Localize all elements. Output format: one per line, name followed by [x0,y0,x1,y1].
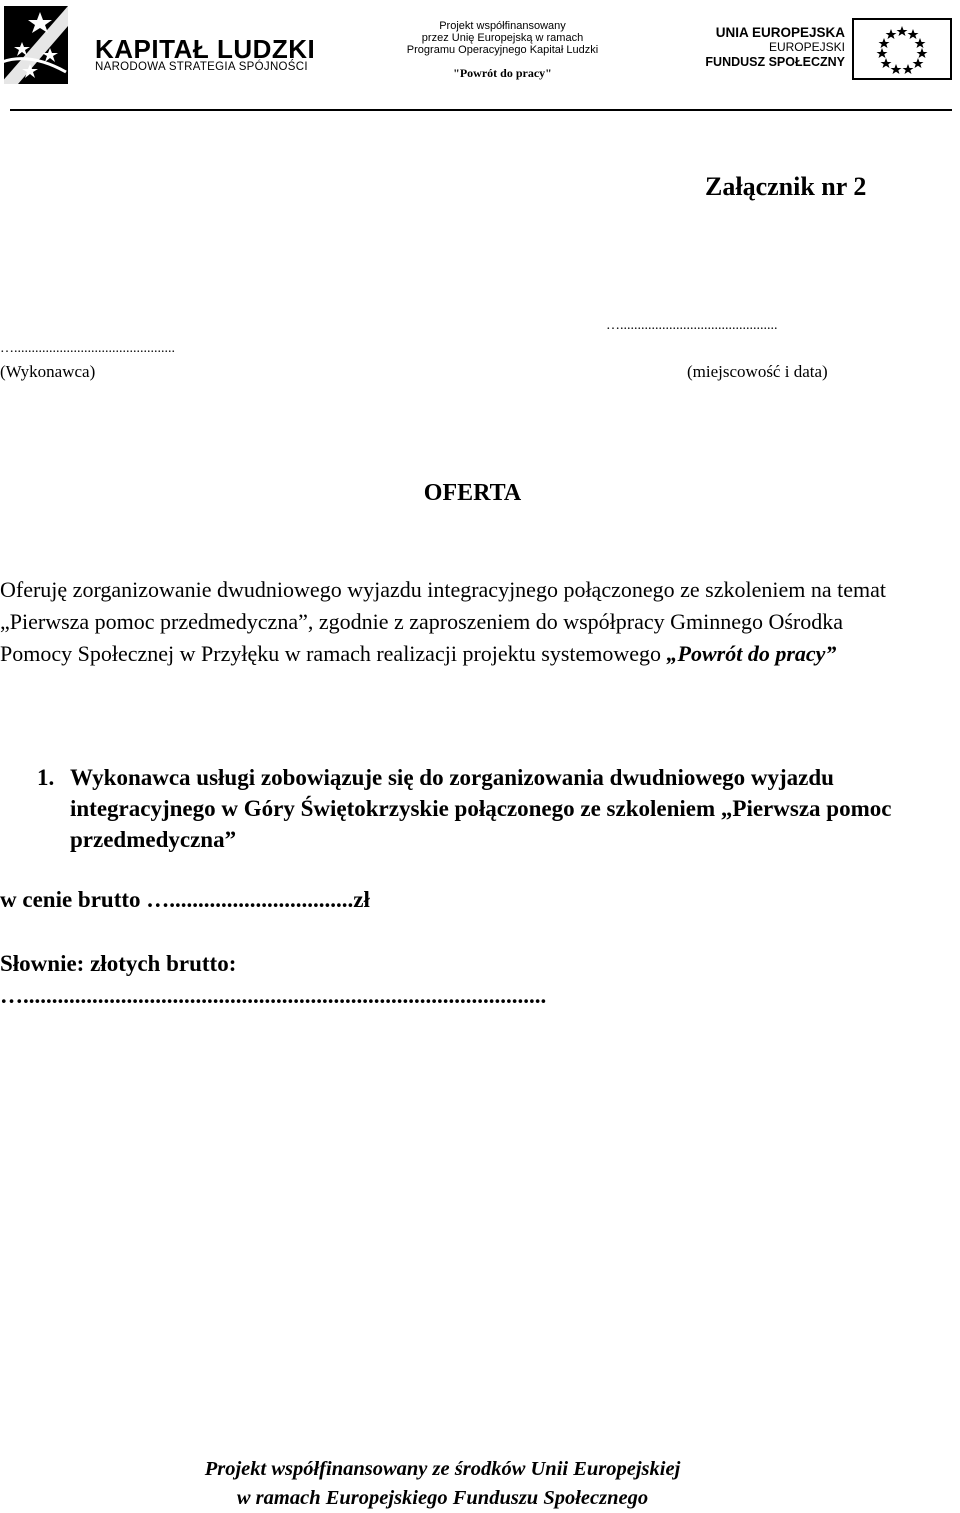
place-date-dots: …............................................. [606,318,778,333]
ue-line-1: UNIA EUROPEJSKA [715,25,845,40]
eu-flag [852,18,952,80]
price-in-words-dots: …........................................................................................... [0,983,547,1008]
intro-text: Oferuję zorganizowanie dwudniowego wyjazdu integracyjnego połączonego ze szkoleniem na temat „Pierwsza pomoc przedmedyczna”, zgodnie z zaproszeniem do współpracy Gminnego Ośrodka Pomocy Społecznej w Przyłęku w ramach realizacji projektu systemowego [0,577,886,666]
document-title: OFERTA [423,480,522,506]
header-divider [10,109,952,111]
intro-paragraph [0,574,900,670]
numbered-point-1 [37,762,937,855]
logo-subtitle: NARODOWA STRATEGIA SPÓJNOŚCI [95,61,308,73]
contractor-label: (Wykonawca) [0,362,96,381]
logo-title: KAPITAŁ LUDZKI [95,34,316,64]
ue-text-box [680,25,845,70]
point-text: Wykonawca usługi zobowiązuje się do zorganizowania dwudniowego wyjazdu integracyjnego w Góry Świętokrzyskie połączonego ze szkoleniem „Pierwsza pomoc przedmedyczna” [70,765,892,852]
place-date-label: (miejscowość i data) [687,362,828,381]
price-in-words-label: Słownie: złotych brutto: [0,951,237,976]
project-line-2: przez Unię Europejską w ramach [421,32,584,44]
ue-line-2: EUROPEJSKI [768,40,845,54]
project-line-3: Programu Operacyjnego Kapitał Ludzki [406,44,599,56]
footer-line-1: Projekt współfinansowany ze środków Unii Europejskiej [204,1458,681,1480]
eu-stars-flag-icon [854,20,950,78]
ue-line-3: FUNDUSZ SPOŁECZNY [705,55,845,69]
footer-cofinanced [0,1455,885,1513]
contractor-dots: ….............................................. [0,341,175,356]
project-quote: "Powrót do pracy" [453,66,552,80]
attachment-label: Załącznik nr 2 [705,172,867,201]
project-line-1: Projekt współfinansowany [439,20,566,32]
kapital-ludzki-emblem-icon [0,2,95,90]
intro-project-name: „Powrót do pracy” [666,641,837,666]
project-cofinanced-box [395,20,610,79]
footer-line-2: w ramach Europejskiego Funduszu Społecznego [236,1487,649,1509]
point-number: 1. [37,765,55,790]
price-gross-line: w cenie brutto …................................zł [0,887,370,912]
